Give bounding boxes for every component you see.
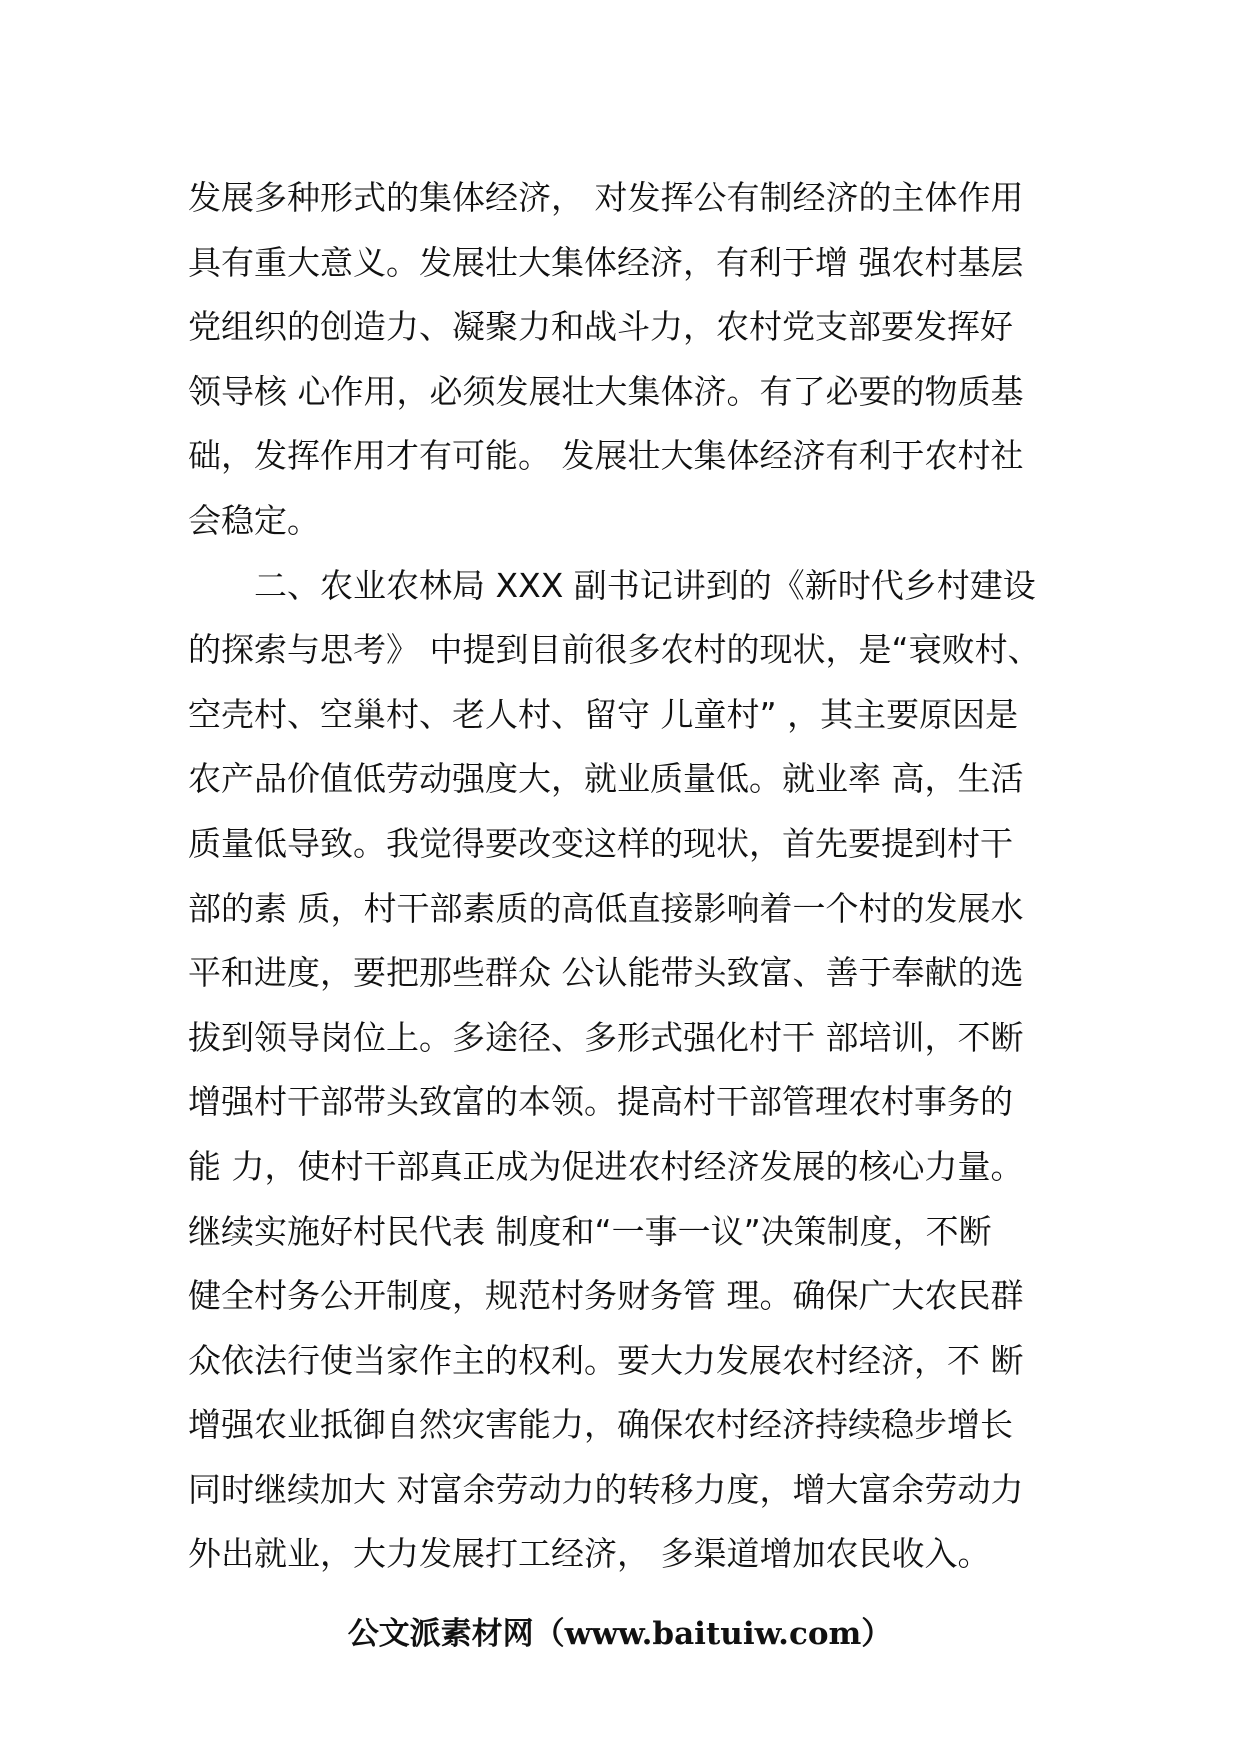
text-line: 农产品价值低劳动强度大，就业质量低。就业率 高，生活 <box>188 759 1024 799</box>
body-text <box>188 166 1068 1587</box>
text-line: 平和进度，要把那些群众 公认能带头致富、善于奉献的选 <box>188 953 1024 993</box>
text-line: 健全村务公开制度，规范村务财务管 理。确保广大农民群 <box>188 1276 1024 1316</box>
text-line: 增强农业抵御自然灾害能力，确保农村经济持续稳步增长 <box>188 1405 1013 1445</box>
text-line: 具有重大意义。发展壮大集体经济，有利于增 强农村基层 <box>188 242 1024 282</box>
text-line: 党组织的创造力、凝聚力和战斗力，农村党支部要发挥好 <box>188 307 1013 347</box>
text-line: 空壳村、空巢村、老人村、留守 儿童村” ，其主要原因是 <box>188 694 1019 734</box>
text-line: 外出就业，大力发展打工经济， 多渠道增加农民收入。 <box>188 1534 991 1574</box>
text-line: 发展多种形式的集体经济， 对发挥公有制经济的主体作用 <box>188 178 1024 217</box>
text-line: 继续实施好村民代表 制度和“一事一议”决策制度，不断 <box>188 1211 992 1251</box>
text-line: 众依法行使当家作主的权利。要大力发展农村经济，不 断 <box>188 1340 1024 1380</box>
text-line: 的探索与思考》 中提到目前很多农村的现状，是“衰败村、 <box>188 630 1041 670</box>
text-line: 会稳定。 <box>188 500 320 540</box>
text-line: 质量低导致。我觉得要改变这样的现状，首先要提到村干 <box>188 823 1013 863</box>
text-line: 拔到领导岗位上。多途径、多形式强化村干 部培训，不断 <box>188 1017 1024 1057</box>
text-line: 增强村干部带头致富的本领。提高村干部管理农村事务的 <box>188 1082 1013 1122</box>
section-heading-line: 二、农业农林局 XXX 副书记讲到的《新时代乡村建设 <box>254 565 1036 605</box>
text-line: 同时继续加大 对富余劳动力的转移力度，增大富余劳动力 <box>188 1469 1024 1509</box>
footer-watermark: 公文派素材网（www.baituiw.com） <box>347 1616 893 1652</box>
text-line: 领导核 心作用，必须发展壮大集体济。有了必要的物质基 <box>188 371 1024 411</box>
text-line: 能 力，使村干部真正成为促进农村经济发展的核心力量。 <box>188 1146 1024 1186</box>
text-line: 部的素 质，村干部素质的高低直接影响着一个村的发展水 <box>188 888 1024 928</box>
text-line: 础，发挥作用才有可能。 发展壮大集体经济有利于农村社 <box>188 436 1024 476</box>
